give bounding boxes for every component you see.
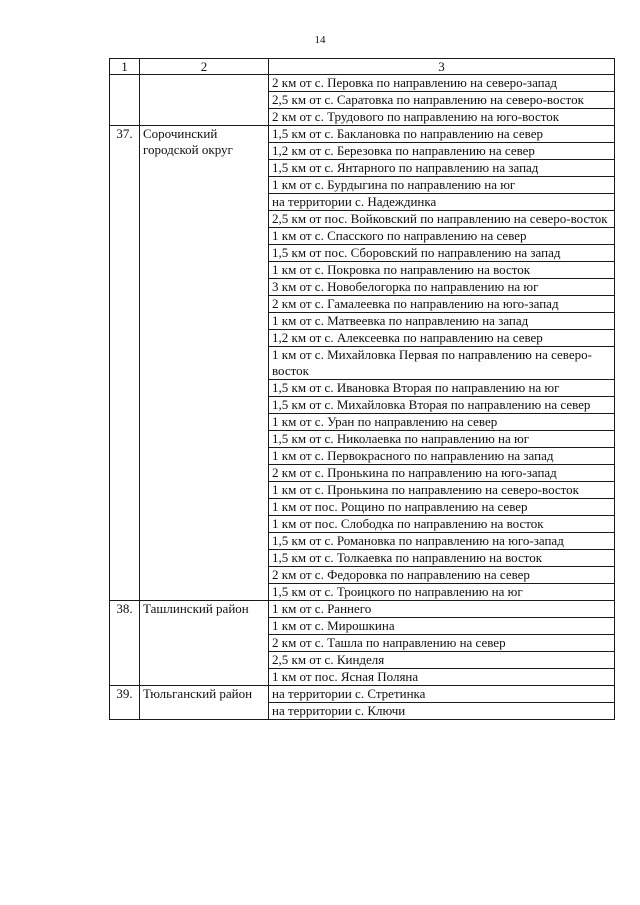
location-cell: 2 км от с. Гамалеевка по направлению на юго-запад <box>269 296 615 313</box>
location-cell: 1,2 км от с. Алексеевка по направлению на север <box>269 330 615 347</box>
table-row <box>110 75 615 92</box>
location-cell: 3 км от с. Новобелогорка по направлению на юг <box>269 279 615 296</box>
location-cell: 1,5 км от с. Романовка по направлению на юго-запад <box>269 533 615 550</box>
table-row <box>110 126 615 143</box>
location-cell: 1 км от с. Первокрасного по направлению на запад <box>269 448 615 465</box>
location-cell: 1,5 км от с. Михайловка Вторая по направлению на север <box>269 397 615 414</box>
location-cell: 1,5 км от с. Николаевка по направлению на юг <box>269 431 615 448</box>
location-cell: 2 км от с. Пронькина по направлению на юго-запад <box>269 465 615 482</box>
location-cell: 2 км от с. Федоровка по направлению на север <box>269 567 615 584</box>
location-cell: 1,5 км от с. Троицкого по направлению на юг <box>269 584 615 601</box>
district-cell: Ташлинский район <box>140 601 269 686</box>
district-cell: Сорочинский городской округ <box>140 126 269 601</box>
location-cell: 2 км от с. Перовка по направлению на северо-запад <box>269 75 615 92</box>
location-cell: 1 км от пос. Ясная Поляна <box>269 669 615 686</box>
location-cell: 2,5 км от с. Саратовка по направлению на северо-восток <box>269 92 615 109</box>
location-cell: на территории с. Надеждинка <box>269 194 615 211</box>
location-cell: 1 км от с. Раннего <box>269 601 615 618</box>
location-cell: 1,5 км от с. Баклановка по направлению на север <box>269 126 615 143</box>
page-number: 14 <box>314 34 326 46</box>
location-cell: 1,5 км от с. Янтарного по направлению на запад <box>269 160 615 177</box>
column-header: 2 <box>140 59 269 75</box>
district-cell <box>140 75 269 126</box>
row-number-cell: 37. <box>110 126 140 601</box>
table-header-row <box>110 59 615 75</box>
location-cell: 2,5 км от с. Кинделя <box>269 652 615 669</box>
location-cell: на территории с. Стретинка <box>269 686 615 703</box>
location-cell: 1 км от с. Спасского по направлению на север <box>269 228 615 245</box>
location-cell: 1,5 км от пос. Сборовский по направлению на запад <box>269 245 615 262</box>
location-cell: 1 км от с. Пронькина по направлению на северо-восток <box>269 482 615 499</box>
column-header: 1 <box>110 59 140 75</box>
location-cell: 2 км от с. Трудового по направлению на юго-восток <box>269 109 615 126</box>
column-header: 3 <box>269 59 615 75</box>
row-number-cell: 38. <box>110 601 140 686</box>
row-number-cell: 39. <box>110 686 140 720</box>
table-row <box>110 686 615 703</box>
location-cell: 1 км от пос. Рощино по направлению на север <box>269 499 615 516</box>
table-body <box>110 59 615 720</box>
location-cell: 1,5 км от с. Ивановка Вторая по направлению на юг <box>269 380 615 397</box>
district-cell: Тюльганский район <box>140 686 269 720</box>
location-cell: 1 км от с. Мирошкина <box>269 618 615 635</box>
location-cell: 1,2 км от с. Березовка по направлению на север <box>269 143 615 160</box>
location-cell: 1 км от с. Бурдыгина по направлению на юг <box>269 177 615 194</box>
location-cell: 1 км от с. Михайловка Первая по направлению на северо-восток <box>269 347 615 380</box>
location-cell: 1 км от с. Уран по направлению на север <box>269 414 615 431</box>
table-row <box>110 601 615 618</box>
location-cell: 1 км от пос. Слободка по направлению на восток <box>269 516 615 533</box>
location-cell: 2,5 км от пос. Войковский по направлению на северо-восток <box>269 211 615 228</box>
location-cell: на территории с. Ключи <box>269 703 615 720</box>
location-cell: 1 км от с. Покровка по направлению на восток <box>269 262 615 279</box>
location-cell: 2 км от с. Ташла по направлению на север <box>269 635 615 652</box>
row-number-cell <box>110 75 140 126</box>
locations-table <box>109 58 615 720</box>
location-cell: 1,5 км от с. Толкаевка по направлению на восток <box>269 550 615 567</box>
location-cell: 1 км от с. Матвеевка по направлению на запад <box>269 313 615 330</box>
